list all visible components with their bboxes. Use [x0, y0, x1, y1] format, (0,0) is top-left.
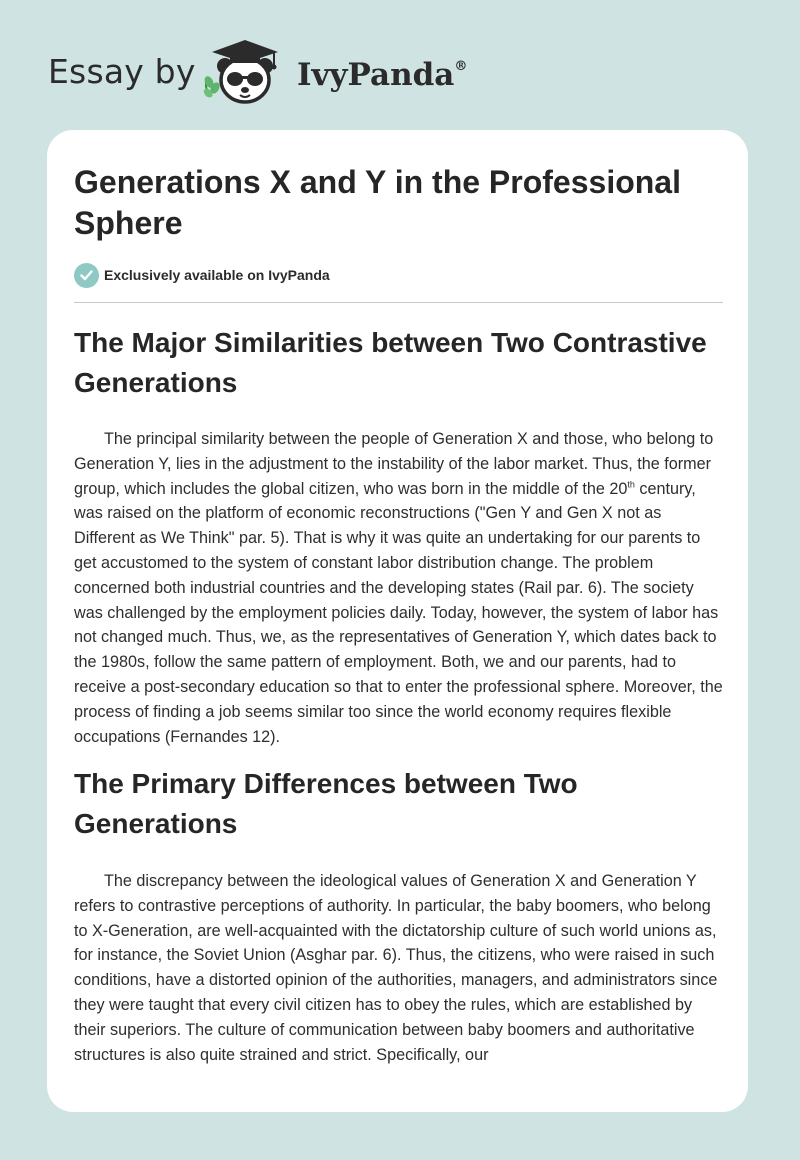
brand-logo-text[interactable]: [297, 57, 467, 93]
brand-name: IvyPanda: [297, 57, 455, 93]
paragraph-differences-text: The discrepancy between the ideological values of Generation X and Generation Y refers to contrastive perceptions of authority. In particular, the baby boomers, who belong to X-Generation, are well-acquainted with the dictatorship culture of such world unions as, for instance, the Soviet Union (Asghar par. 6). Thus, the citizens, who were raised in such conditions, have a distorted opinion of the authorities, managers, and administrators since they were taught that every civil citizen has to obey the rules, which are established by their superiors. The culture of communication between baby boomers and authoritative structures is also quite strained and strict. Specifically, our: [74, 872, 718, 1064]
title-divider: [74, 302, 723, 303]
paragraph-similarities-text-2: century, was raised on the platform of economic reconstructions ("Gen Y and Gen X not as Different as We Think" par. 5). That is why it was quite an undertaking for our parents to get accustomed to the system of constant labor distribution change. The problem concerned both industrial countries and the developing states (Rail par. 6). The society was challenged by the employment policies daily. Today, however, the system of labor has not changed much. Thus, we, as the representatives of Generation Y, which dates back to the 1980s, follow the same pattern of employment. Both, we and our parents, had to receive a post-secondary education so that to enter the professional sphere. Moreover, the process of finding a job seems similar too since the world economy requires flexible occupations (Fernandes 12).: [74, 479, 723, 746]
exclusive-badge: [74, 262, 330, 288]
check-icon: [74, 263, 99, 288]
section-heading-similarities: The Major Similarities between Two Contrastive Generations: [74, 327, 707, 398]
paragraph-differences: [74, 869, 724, 1067]
paragraph-similarities-text-1: The principal similarity between the people of Generation X and those, who belong to Generation Y, lies in the adjustment to the instability of the labor market. Thus, the former group, which includes the global citizen, who was born in the middle of the 20: [74, 430, 714, 498]
registered-mark: ®: [454, 58, 468, 74]
paragraph-similarities: [74, 427, 724, 749]
essay-title: Generations X and Y in the Professional Sphere: [74, 164, 681, 241]
exclusive-badge-label: Exclusively available on IvyPanda: [104, 267, 330, 283]
essay-card: [47, 130, 748, 1112]
site-header: [0, 0, 800, 130]
ordinal-superscript: th: [627, 479, 635, 490]
panda-graduate-icon[interactable]: [200, 36, 290, 108]
section-heading-differences: The Primary Differences between Two Generations: [74, 768, 578, 839]
essay-by-label: Essay by: [48, 52, 196, 91]
